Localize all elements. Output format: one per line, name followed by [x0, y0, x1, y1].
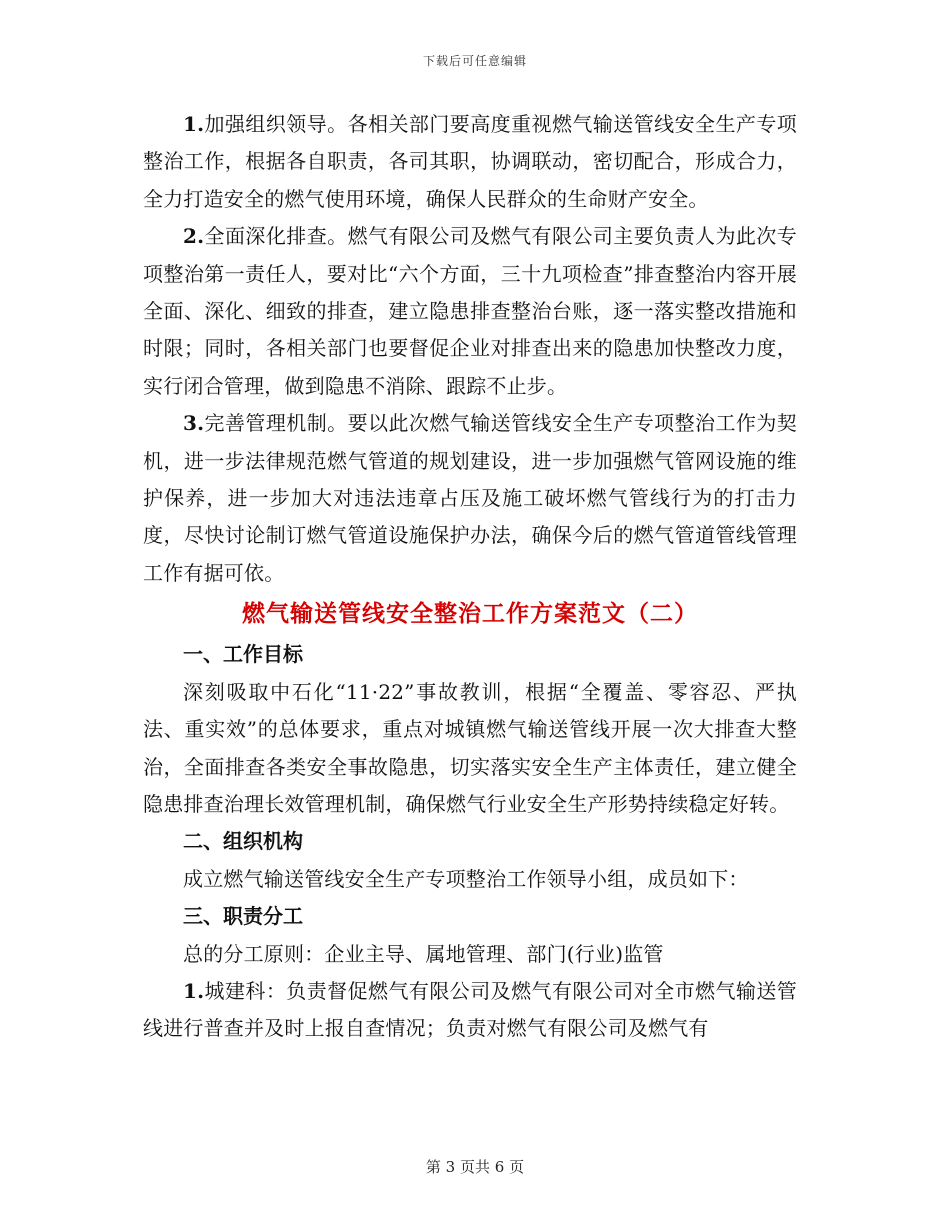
list-item-3	[143, 405, 797, 592]
section-title: 燃气输送管线安全整治工作方案范文（二）	[242, 600, 698, 628]
heading-organization: 二、组织机构	[183, 829, 303, 854]
item-number: 3.	[183, 411, 205, 436]
heading-responsibilities: 三、职责分工	[183, 904, 303, 929]
item-number: 1.	[183, 112, 205, 136]
page-header-note: 下载后可任意编辑	[422, 54, 527, 68]
item-text: 完善管理机制。要以此次燃气输送管线安全生产专项整治工作为契机，进一步法律规范燃气管道的规划建设，进一步加强燃气管网设施的维护保养，进一步加大对违法违章占压及施工破坏燃气管线行为的打击力度，尽快讨论制订燃气管道设施保护办法，确保今后的燃气管道管线管理工作有据可依。	[143, 411, 797, 585]
paragraph-work-goal: 深刻吸取中石化“11·22”事故教训，根据“全覆盖、零容忍、严执法、重实效”的总体要求，重点对城镇燃气输送管线开展一次大排查大整治，全面排查各类安全事故隐患，切实落实安全生产主体责任，建立健全隐患排查治理长效管理机制，确保燃气行业安全生产形势持续稳定好转。	[143, 679, 797, 816]
list-item-city-construction	[143, 973, 797, 1048]
paragraph-principles: 总的分工原则：企业主导、属地管理、部门(行业)监管	[183, 941, 664, 966]
item-text: 城建科：负责督促燃气有限公司及燃气有限公司对全市燃气输送管线进行普查并及时上报自查情况；负责对燃气有限公司及燃气有	[143, 978, 797, 1041]
item-number: 1.	[183, 978, 205, 1003]
item-text: 全面深化排查。燃气有限公司及燃气有限公司主要负责人为此次专项整治第一责任人，要对比“六个方面，三十九项检查”排查整治内容开展全面、深化、细致的排查，建立隐患排查整治台账，逐一落实整改措施和时限；同时，各相关部门也要督促企业对排查出来的隐患加快整改力度，实行闭合管理，做到隐患不消除、跟踪不止步。	[143, 224, 797, 398]
page-number: 第 3 页共 6 页	[425, 1158, 525, 1176]
item-text: 加强组织领导。各相关部门要高度重视燃气输送管线安全生产专项整治工作，根据各自职责，各司其职，协调联动，密切配合，形成合力，全力打造安全的燃气使用环境，确保人民群众的生命财产安全。	[143, 112, 797, 211]
heading-work-goal: 一、工作目标	[183, 642, 303, 667]
list-item-1	[143, 106, 797, 218]
item-number: 2.	[183, 224, 205, 249]
list-item-2	[143, 218, 797, 405]
document-body	[143, 106, 797, 1048]
paragraph-organization: 成立燃气输送管线安全生产专项整治工作领导小组，成员如下：	[183, 866, 749, 891]
